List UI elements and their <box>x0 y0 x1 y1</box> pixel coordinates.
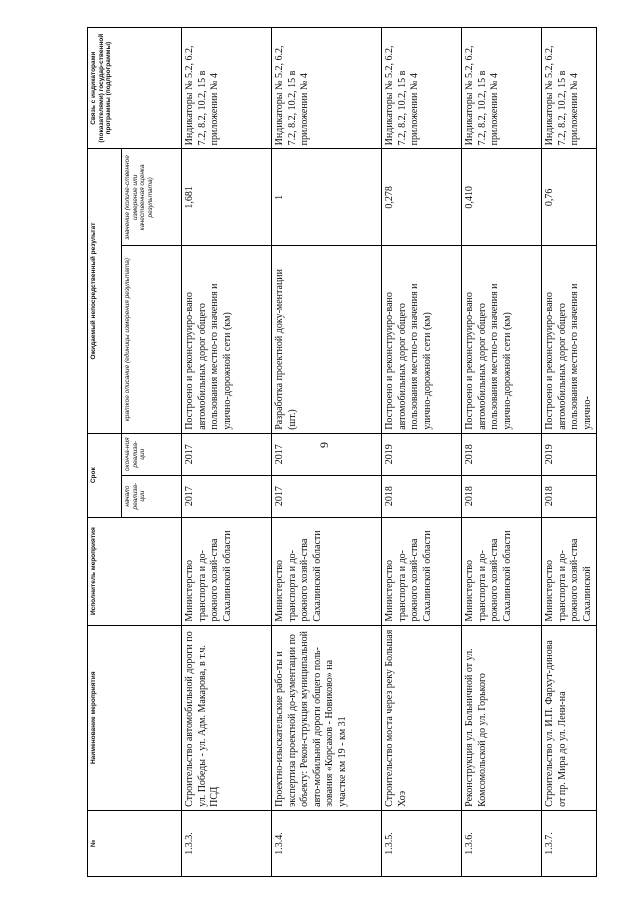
start-year: 2017 <box>182 475 272 517</box>
start-year: 2018 <box>542 475 597 517</box>
indicator-link: Индикаторы № 5.2, 6.2, 7.2, 8.2, 10.2, 15 в приложении № 4 <box>462 28 542 149</box>
header-result-value: значение (количе-ственное измерение или качественная оценка результата) <box>122 149 182 246</box>
result-value: 0,410 <box>462 149 542 246</box>
result-description: Построено и реконструиро-вано автомобильных дорог общего пользования местно-го значения и улично-дорожной сети (км) <box>462 246 542 433</box>
header-result-desc: краткое описание (единицы измерения результата) <box>122 246 182 433</box>
activity-executor: Министерство транспорта и до-рожного хозяй-ства Сахалинской области <box>462 517 542 625</box>
header-term-end: оконча-ния реализа-ции <box>122 433 182 475</box>
result-description: Построено и реконструиро-вано автомобильных дорог общего пользования местно-го значения и улично-дорожной сети (км) <box>382 246 462 433</box>
result-description: Построено и реконструиро-вано автомобильных дорог общего пользования местно-го значения и улично- <box>542 246 597 433</box>
end-year: 2017 <box>272 433 382 475</box>
table-row <box>542 28 597 877</box>
row-number: 1.3.6. <box>462 810 542 876</box>
activity-executor: Министерство транспорта и до-рожного хозяй-ства Сахалинской области <box>272 517 382 625</box>
end-year: 2019 <box>382 433 462 475</box>
table-row <box>182 28 272 877</box>
row-number: 1.3.5. <box>382 810 462 876</box>
row-number: 1.3.4. <box>272 810 382 876</box>
header-executor: Исполнитель мероприятия <box>88 517 182 625</box>
page-number: 9 <box>317 442 331 448</box>
start-year: 2018 <box>462 475 542 517</box>
activity-name: Строительство автомобильной дороги по ул. Победы - ул. Адм. Макарова, в т.ч. ПСД <box>182 625 272 810</box>
end-year: 2017 <box>182 433 272 475</box>
table-row <box>382 28 462 877</box>
indicator-link: Индикаторы № 5.2, 6.2, 7.2, 8.2, 10.2, 15 в приложении № 4 <box>382 28 462 149</box>
start-year: 2017 <box>272 475 382 517</box>
result-value: 0,76 <box>542 149 597 246</box>
rotated-page-content <box>87 27 593 877</box>
activity-executor: Министерство транспорта и до-рожного хозяй-ства Сахалинской области <box>182 517 272 625</box>
table-row <box>272 28 382 877</box>
activity-executor: Министерство транспорта и до-рожного хозяй-ства Сахалинской <box>542 517 597 625</box>
indicator-link: Индикаторы № 5.2, 6.2, 7.2, 8.2, 10.2, 15 в приложении № 4 <box>272 28 382 149</box>
result-value: 1 <box>272 149 382 246</box>
result-description: Разработка проектной доку-ментации (шт.) <box>272 246 382 433</box>
activity-name: Строительство ул. И.П. Фархут-динова от пр. Мира до ул. Лени-на <box>542 625 597 810</box>
header-term: Срок <box>88 433 122 517</box>
result-value: 0,278 <box>382 149 462 246</box>
table-row <box>462 28 542 877</box>
row-number: 1.3.3. <box>182 810 272 876</box>
activity-executor: Министерство транспорта и до-рожного хозяй-ства Сахалинской области <box>382 517 462 625</box>
start-year: 2018 <box>382 475 462 517</box>
header-term-start: начало реализа-ции <box>122 475 182 517</box>
activity-name: Проектно-изыскательские рабо-ты и экспертиза проектной до-кументации по объекту: Рекон-струкция муниципальной авто-мобильной дороги общего поль-зования «Корсаков - Новиково» на участке км 19 - км 31 <box>272 625 382 810</box>
end-year: 2018 <box>462 433 542 475</box>
result-value: 1,681 <box>182 149 272 246</box>
indicator-link: Индикаторы № 5.2, 6.2, 7.2, 8.2, 10.2, 15 в приложении № 4 <box>542 28 597 149</box>
activity-name: Строительство моста через реку Большая Хоэ <box>382 625 462 810</box>
row-number: 1.3.7. <box>542 810 597 876</box>
activity-name: Реконструкция ул. Больничной от ул. Комсомольской до ул. Горького <box>462 625 542 810</box>
end-year: 2019 <box>542 433 597 475</box>
result-description: Построено и реконструиро-вано автомобильных дорог общего пользования местно-го значения и улично-дорожной сети (км) <box>182 246 272 433</box>
program-activities-table <box>87 27 597 877</box>
header-link: Связь с индикаторами (показателями) государ-ственной программы (подпрограммы) <box>88 28 182 149</box>
header-name: Наименование мероприятия <box>88 625 182 810</box>
header-num: № <box>88 810 182 876</box>
indicator-link: Индикаторы № 5.2, 6.2, 7.2, 8.2, 10.2, 15 в приложении № 4 <box>182 28 272 149</box>
header-result: Ожидаемый непосредственный результат <box>88 149 122 433</box>
